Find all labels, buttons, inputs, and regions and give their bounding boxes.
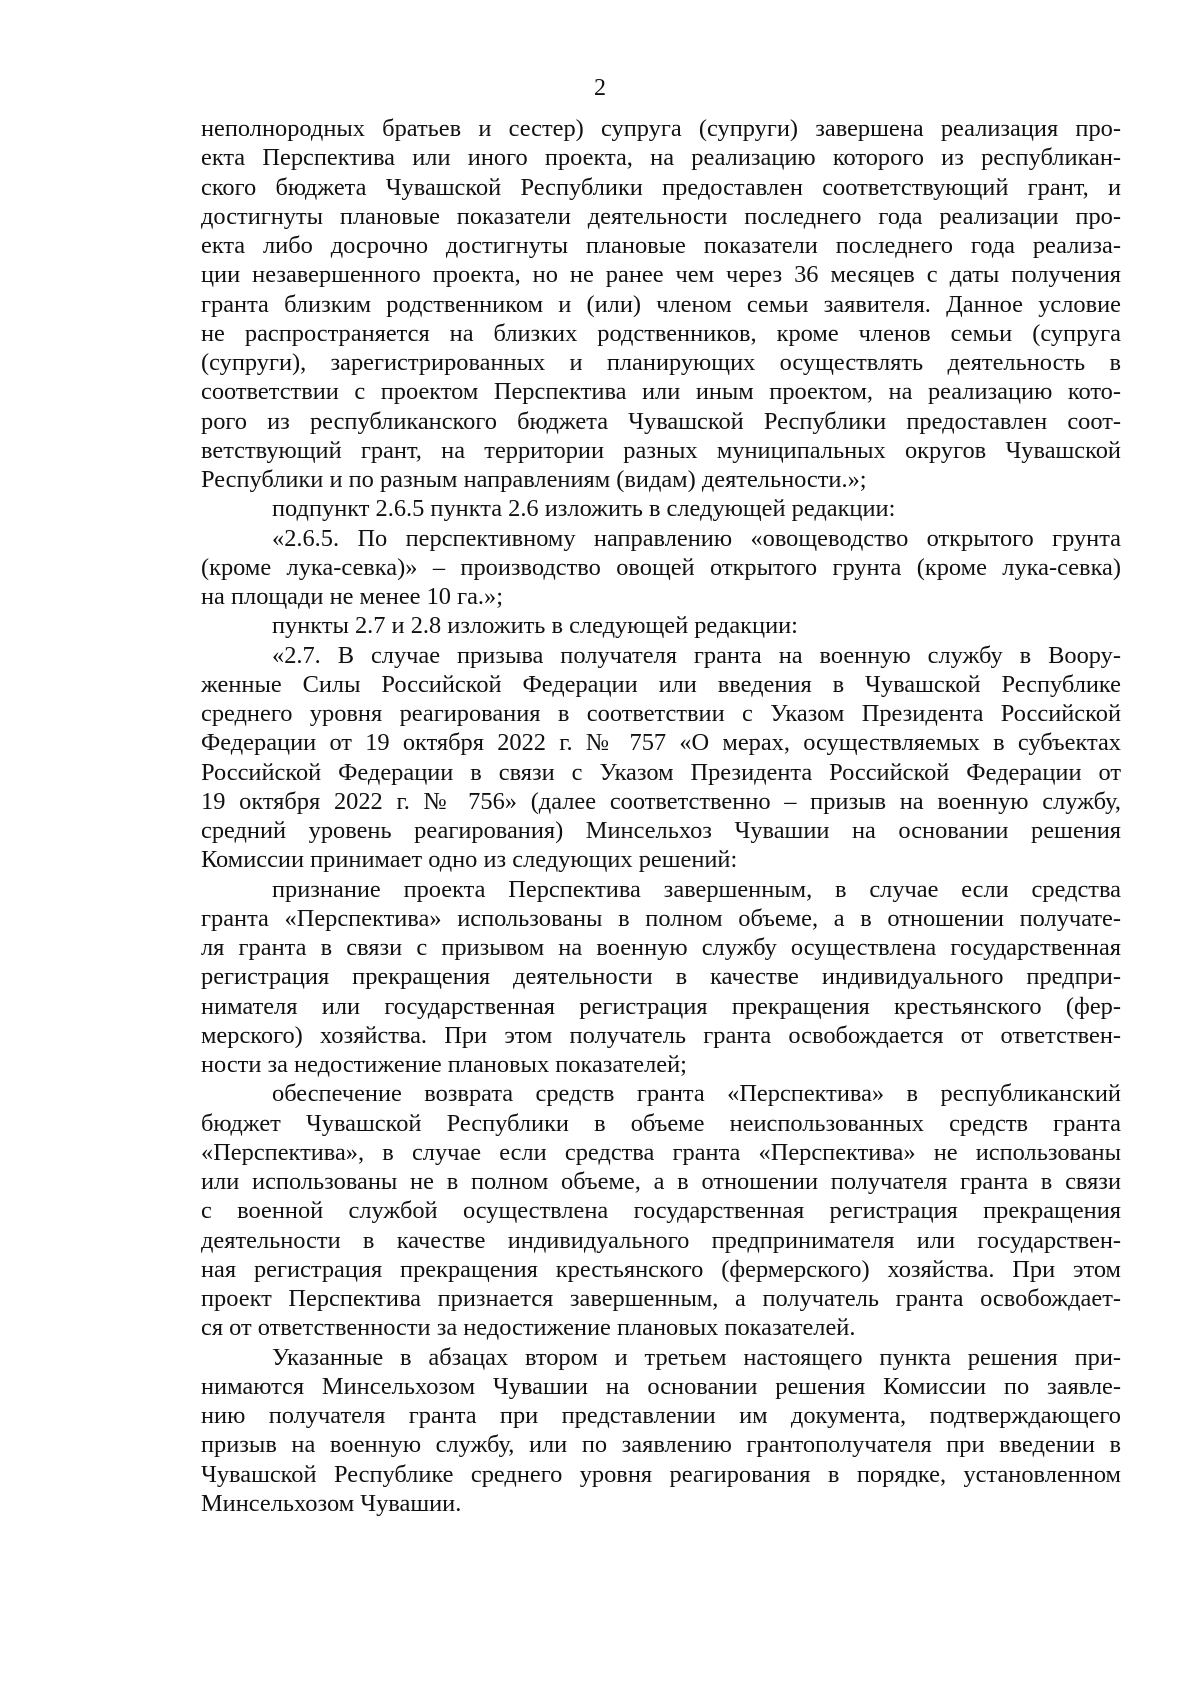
text-line: мерского) хозяйства. При этом получатель гранта освобождается от ответствен- bbox=[201, 1021, 1121, 1049]
text-line: нимателя или государственная регистрация прекращения крестьянского (фер- bbox=[201, 992, 1121, 1020]
text-line: на площади не менее 10 га.»; bbox=[201, 583, 503, 610]
text-line: екта либо досрочно достигнуты плановые показатели последнего года реализа- bbox=[201, 232, 1121, 259]
text-line: екта Перспектива или иного проекта, на реализацию которого из республикан- bbox=[201, 144, 1121, 172]
text-line: не распространяется на близких родственников, кроме членов семьи (супруга bbox=[201, 319, 1121, 347]
text-line: «Перспектива», в случае если средства гранта «Перспектива» не использованы bbox=[201, 1138, 1121, 1166]
text-line: Республики и по разным направлениям (видам) деятельности.»; bbox=[201, 466, 867, 493]
text-line: Федерации от 19 октября 2022 г. № 757 «О мерах, осуществляемых в субъектах bbox=[201, 729, 1121, 757]
text-line: (супруги), зарегистрированных и планирующих осуществлять деятельность в bbox=[201, 349, 1121, 376]
text-line: бюджет Чувашской Республики в объеме неиспользованных средств гранта bbox=[201, 1109, 1121, 1137]
text-line: ветствующий грант, на территории разных муниципальных округов Чувашской bbox=[201, 436, 1121, 464]
text-line: рого из республиканского бюджета Чувашской Республики предоставлен соот- bbox=[201, 407, 1121, 435]
text-line: 19 октября 2022 г. № 756» (далее соответственно – призыв на военную службу, bbox=[201, 787, 1121, 815]
text-line: среднего уровня реагирования в соответствии с Указом Президента Российской bbox=[201, 700, 1121, 727]
text-line: неполнородных братьев и сестер) супруга (супруги) завершена реализация про- bbox=[201, 115, 1121, 142]
text-line: ля гранта в связи с призывом на военную службу осуществлена государственная bbox=[201, 934, 1121, 961]
text-line: ная регистрация прекращения крестьянского (фермерского) хозяйства. При этом bbox=[201, 1255, 1121, 1283]
text-line: достигнуты плановые показатели деятельности последнего года реализации про- bbox=[201, 202, 1121, 230]
text-line: ся от ответственности за недостижение плановых показателей. bbox=[201, 1314, 856, 1342]
text-line: Чувашской Республике среднего уровня реагирования в порядке, установленном bbox=[201, 1460, 1121, 1488]
text-line: «2.7. В случае призыва получателя гранта на военную службу в Воору- bbox=[272, 641, 1121, 669]
text-line: подпункт 2.6.5 пункта 2.6 изложить в следующей редакции: bbox=[272, 495, 896, 523]
text-line: Комиссии принимает одно из следующих решений: bbox=[201, 846, 738, 874]
text-line: ности за недостижение плановых показателей; bbox=[201, 1051, 687, 1078]
text-line: гранта «Перспектива» использованы в полном объеме, а в отношении получате- bbox=[201, 904, 1121, 932]
text-line: гранта близким родственником и (или) членом семьи заявителя. Данное условие bbox=[201, 290, 1121, 318]
text-line: «2.6.5. По перспективному направлению «овощеводство открытого грунта bbox=[272, 524, 1121, 552]
text-line: с военной службой осуществлена государственная регистрация прекращения bbox=[201, 1197, 1121, 1225]
text-line: женные Силы Российской Федерации или введения в Чувашской Республике bbox=[201, 670, 1121, 698]
text-line: Указанные в абзацах втором и третьем настоящего пункта решения при- bbox=[272, 1343, 1121, 1371]
text-line: ского бюджета Чувашской Республики предоставлен соответствующий грант, и bbox=[201, 173, 1121, 201]
text-line: или использованы не в полном объеме, а в отношении получателя гранта в связи bbox=[201, 1168, 1121, 1195]
text-line: регистрация прекращения деятельности в качестве индивидуального предпри- bbox=[201, 963, 1121, 991]
text-line: признание проекта Перспектива завершенным, в случае если средства bbox=[272, 875, 1121, 903]
text-line: (кроме лука-севка)» – производство овощей открытого грунта (кроме лука-севка) bbox=[201, 553, 1121, 581]
text-line: соответствии с проектом Перспектива или иным проектом, на реализацию кото- bbox=[201, 378, 1121, 406]
page-number: 2 bbox=[594, 75, 606, 101]
text-line: Российской Федерации в связи с Указом Президента Российской Федерации от bbox=[201, 758, 1121, 786]
document-body bbox=[201, 114, 1121, 1518]
text-line: проект Перспектива признается завершенным, а получатель гранта освобождает- bbox=[201, 1285, 1121, 1312]
text-line: средний уровень реагирования) Минсельхоз Чувашии на основании решения bbox=[201, 817, 1121, 844]
text-line: Минсельхозом Чувашии. bbox=[201, 1489, 462, 1517]
text-line: деятельности в качестве индивидуального предпринимателя или государствен- bbox=[201, 1226, 1121, 1254]
text-line: нимаются Минсельхозом Чувашии на основании решения Комиссии по заявле- bbox=[201, 1372, 1121, 1400]
text-line: обеспечение возврата средств гранта «Перспектива» в республиканский bbox=[272, 1080, 1121, 1108]
text-line: ции незавершенного проекта, но не ранее чем через 36 месяцев с даты получения bbox=[201, 261, 1121, 289]
text-line: нию получателя гранта при представлении им документа, подтверждающего bbox=[201, 1402, 1121, 1429]
text-line: пункты 2.7 и 2.8 изложить в следующей редакции: bbox=[272, 612, 798, 640]
text-line: призыв на военную службу, или по заявлению грантополучателя при введении в bbox=[201, 1431, 1121, 1459]
